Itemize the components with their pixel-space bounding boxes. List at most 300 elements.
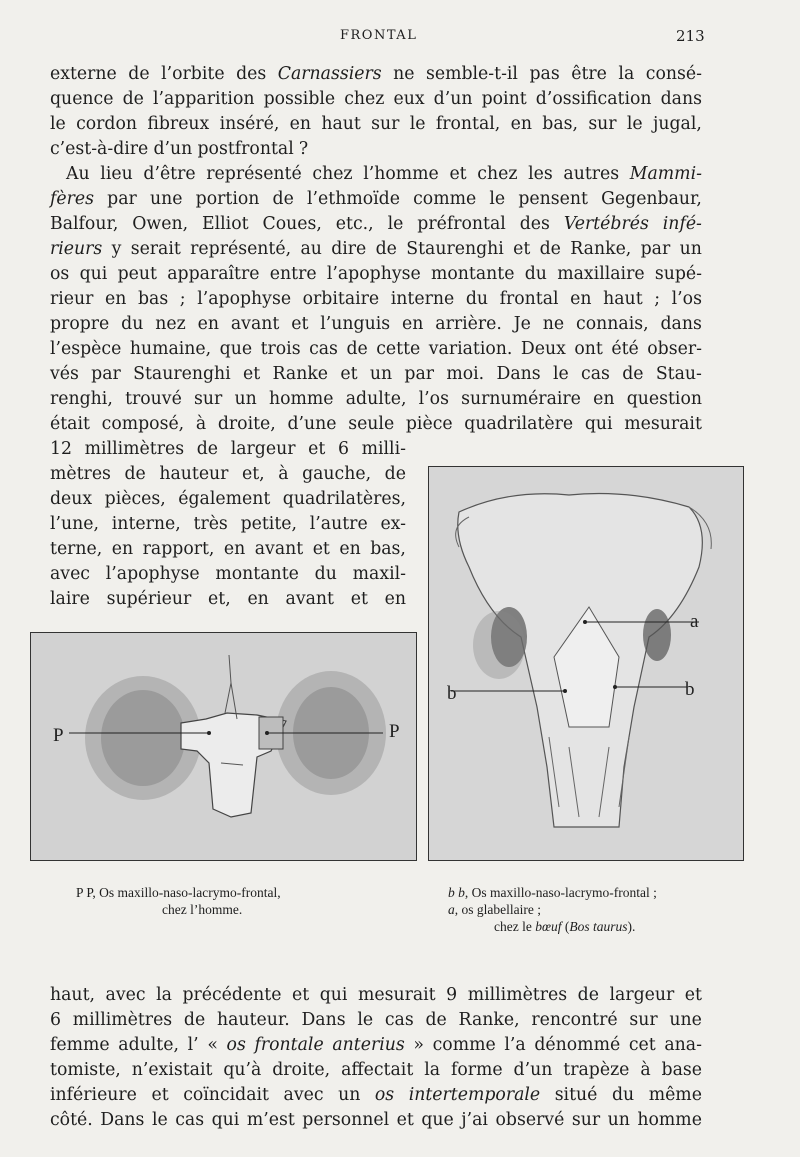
word: chez: [312, 164, 353, 184]
word: un: [679, 239, 702, 259]
word: pas: [529, 64, 560, 84]
word: cas: [175, 1110, 205, 1130]
word: 9: [446, 985, 458, 1005]
word: cordon: [76, 114, 138, 134]
word: chez: [477, 164, 518, 184]
word: Dans: [100, 1110, 145, 1130]
word: homme: [637, 1110, 702, 1130]
word: bas,: [370, 539, 406, 559]
label-a: a: [690, 611, 699, 632]
word: cette: [376, 339, 421, 359]
text-line: [50, 337, 702, 362]
word: comme: [432, 1035, 496, 1055]
word: m’est: [246, 1110, 295, 1130]
running-header: [0, 28, 800, 50]
word: j’ai: [461, 1110, 488, 1130]
caption-ox-text3: chez le: [494, 919, 536, 934]
text-line: [50, 512, 406, 537]
word: terne,: [50, 539, 103, 559]
word: fibreux: [147, 114, 210, 134]
text-line: [50, 212, 702, 237]
word: avant: [254, 539, 304, 559]
text-line: [50, 487, 406, 512]
word: coïncidait: [183, 1085, 269, 1105]
word: la: [156, 985, 172, 1005]
word: dans: [660, 314, 702, 334]
word: interne,: [111, 514, 181, 534]
word: l’a: [504, 1035, 526, 1055]
word: affectait: [341, 1060, 414, 1080]
word: infé-: [662, 214, 702, 234]
word: en: [289, 114, 312, 134]
word: par: [404, 364, 435, 384]
word: du: [121, 314, 144, 334]
word: possible: [263, 89, 336, 109]
word: cas: [309, 339, 338, 359]
word: de: [272, 189, 294, 209]
word: propre: [50, 314, 110, 334]
text-line: [50, 87, 702, 112]
text-line: [50, 412, 702, 437]
word: d’un: [153, 139, 193, 159]
word: représenté,: [190, 239, 292, 259]
caption-ox-ref-b: b b: [448, 885, 465, 900]
word: en: [593, 389, 615, 409]
word: bas,: [542, 114, 578, 134]
word: peut: [117, 264, 157, 284]
word: droite,: [217, 414, 276, 434]
word: des: [236, 64, 267, 84]
word: vés: [50, 364, 79, 384]
caption-human: [76, 884, 281, 918]
word: moi.: [446, 364, 485, 384]
word: apparaître: [167, 264, 260, 284]
word: que: [219, 339, 253, 359]
word: Gegenbaur,: [601, 189, 702, 209]
word: les: [528, 164, 553, 184]
word: une: [149, 189, 183, 209]
word: avant: [230, 314, 280, 334]
word: montante: [430, 264, 515, 284]
word: 6: [337, 439, 349, 459]
word: Ranke: [272, 364, 329, 384]
word: haut,: [50, 985, 96, 1005]
word: obser-: [647, 339, 702, 359]
word: côté.: [50, 1110, 93, 1130]
word: à: [640, 1060, 651, 1080]
word: millimètres: [84, 439, 185, 459]
text-line: [50, 437, 406, 462]
word: pensent: [518, 189, 588, 209]
word: l’: [187, 1035, 199, 1055]
word: et: [340, 364, 358, 384]
word: renghi,: [50, 389, 113, 409]
word: l’apophyse: [326, 264, 421, 284]
word: l’orbite: [161, 64, 225, 84]
word: l’autre: [309, 514, 368, 534]
word: de: [384, 464, 406, 484]
word: entre: [269, 264, 317, 284]
word: hauteur.: [216, 1010, 290, 1030]
word: des: [519, 214, 550, 234]
word: «: [207, 1035, 218, 1055]
word: tomiste,: [50, 1060, 121, 1080]
caption-ox-text2: , os glabellaire ;: [454, 902, 541, 917]
word: ex-: [380, 514, 406, 534]
word: hauteur: [159, 464, 229, 484]
word: le: [626, 114, 643, 134]
word: cas: [384, 1010, 414, 1030]
word: représenté: [206, 164, 302, 184]
word: Stau-: [655, 364, 702, 384]
word: de: [425, 1010, 447, 1030]
word: avant: [285, 589, 334, 609]
word: Je: [513, 314, 531, 334]
word: de: [346, 339, 368, 359]
word: précédente: [182, 985, 282, 1005]
word: la: [618, 64, 635, 84]
caption-ox-line2: [448, 901, 657, 918]
text-line: [50, 1008, 702, 1033]
word: l’apophyse: [105, 564, 200, 584]
paragraph-continuation: [50, 983, 702, 1133]
word: petite,: [240, 514, 298, 534]
text-line: [50, 362, 702, 387]
word: le: [489, 189, 506, 209]
word: quence: [50, 89, 114, 109]
word: Dans: [496, 364, 541, 384]
word: bas: [137, 289, 169, 309]
word: Elliot: [202, 214, 249, 234]
word: un: [338, 1085, 361, 1105]
word: montante: [215, 564, 299, 584]
text-line: [50, 1058, 702, 1083]
word: humaine,: [129, 339, 212, 359]
word: et: [350, 589, 368, 609]
word: par: [91, 364, 121, 384]
word: que: [421, 1110, 454, 1130]
word: du: [611, 1085, 635, 1105]
word: et: [292, 985, 310, 1005]
word: Mammi-: [629, 164, 702, 184]
word: ont: [574, 339, 603, 359]
word: frontal: [499, 289, 559, 309]
word: externe: [50, 64, 117, 84]
word: et: [312, 539, 330, 559]
word: largeur: [230, 439, 296, 459]
text-line: [50, 1108, 702, 1133]
word: et: [151, 1085, 169, 1105]
caption-ox-paren-close: ).: [627, 919, 636, 934]
word: de: [183, 1010, 206, 1030]
running-title: FRONTAL: [340, 28, 418, 43]
word: quadrilatère: [464, 414, 574, 434]
text-line: [50, 287, 702, 312]
word: supé-: [654, 264, 702, 284]
word: en: [510, 114, 532, 134]
word: sur: [194, 389, 223, 409]
word: base: [661, 1060, 702, 1080]
caption-ox-beef: bœuf: [535, 919, 562, 934]
word: de: [128, 64, 150, 84]
word: maxil-: [352, 564, 406, 584]
word: et,: [208, 589, 231, 609]
text-line: [50, 62, 702, 87]
word: le: [387, 214, 404, 234]
word: avec: [283, 1085, 324, 1105]
word: 12: [50, 439, 72, 459]
caption-ox-text1: , Os maxillo-naso-lacrymo-frontal ;: [464, 885, 657, 900]
word: mesurait: [624, 414, 702, 434]
label-b-right: b: [685, 679, 695, 700]
word: ne: [542, 314, 565, 334]
word: personnel: [302, 1110, 390, 1130]
word: dénommé: [534, 1035, 621, 1055]
word: été: [611, 339, 639, 359]
word: droite,: [272, 1060, 331, 1080]
word: millimètres: [467, 985, 568, 1005]
word: à: [195, 414, 207, 434]
word: le: [552, 364, 569, 384]
word: un: [369, 364, 393, 384]
word: homme: [268, 389, 334, 409]
word: point: [481, 89, 527, 109]
word: de: [375, 239, 397, 259]
word: du: [524, 264, 547, 284]
word: deux: [50, 489, 93, 509]
text-line: [50, 387, 702, 412]
word: du: [465, 289, 489, 309]
word: de: [622, 364, 644, 384]
word: intertemporale: [408, 1085, 541, 1105]
word: consé-: [645, 64, 702, 84]
word: laire: [50, 589, 90, 609]
word: sur: [371, 114, 400, 134]
word: du: [314, 564, 337, 584]
word: qui: [211, 1110, 240, 1130]
label-b-left: b: [447, 683, 457, 704]
word: nez: [155, 314, 186, 334]
human-frontal-drawing: [31, 633, 416, 860]
word: c’est-à-dire: [50, 139, 149, 159]
word: seule: [348, 414, 395, 434]
text-line: [50, 187, 702, 212]
word: Staurenghi: [133, 364, 231, 384]
word: par: [107, 189, 137, 209]
word: en: [402, 314, 424, 334]
word: adulte,: [118, 1035, 179, 1055]
word: de: [539, 239, 561, 259]
word: qui: [584, 414, 613, 434]
word: Au: [66, 164, 90, 184]
word: Balfour,: [50, 214, 119, 234]
word: Deux: [520, 339, 566, 359]
text-line: [50, 983, 702, 1008]
word: chez: [344, 89, 385, 109]
text-line: [50, 537, 406, 562]
word: situé: [554, 1085, 598, 1105]
word: ana-: [664, 1035, 702, 1055]
word: d’être: [143, 164, 196, 184]
label-p-right: P: [389, 721, 400, 742]
caption-ox-paren-open: (: [561, 919, 570, 934]
word: le: [357, 1010, 374, 1030]
word: os: [226, 1035, 246, 1055]
word: de: [196, 439, 219, 459]
caption-ox: [448, 884, 657, 935]
word: l’apparition: [152, 89, 255, 109]
word: à: [278, 464, 289, 484]
word: mètres: [50, 464, 111, 484]
word: frontal,: [435, 114, 501, 134]
word: en: [223, 539, 246, 559]
word: par: [640, 239, 671, 259]
word: arrière.: [435, 314, 502, 334]
word: maxillaire: [557, 264, 645, 284]
word: sur: [588, 114, 617, 134]
word: y: [111, 239, 122, 259]
caption-ox-line3: [448, 918, 657, 935]
word: jugal,: [652, 114, 702, 134]
word: cet: [628, 1035, 656, 1055]
word: un: [607, 1110, 630, 1130]
word: rapport,: [142, 539, 215, 559]
word: lieu: [100, 164, 133, 184]
word: rieur: [50, 289, 94, 309]
word: au: [300, 239, 322, 259]
word: os: [50, 264, 70, 284]
text-line: [50, 262, 702, 287]
paragraph-main: [50, 62, 702, 437]
caption-ox-line1: [448, 884, 657, 901]
word: semble-t-il: [425, 64, 518, 84]
word: également: [178, 489, 271, 509]
word: ;: [654, 289, 661, 309]
word: n’existait: [131, 1060, 213, 1080]
word: ne: [393, 64, 415, 84]
word: un: [234, 389, 257, 409]
word: en: [339, 539, 361, 559]
word: la: [424, 1060, 441, 1080]
word: frontale: [254, 1035, 324, 1055]
word: de: [577, 985, 599, 1005]
word: largeur: [609, 985, 675, 1005]
word: composé,: [101, 414, 185, 434]
word: avec: [105, 985, 146, 1005]
figure-human-skull: [30, 632, 417, 861]
word: eux: [393, 89, 425, 109]
word: très: [193, 514, 228, 534]
word: femme: [50, 1035, 110, 1055]
word: haut: [603, 289, 643, 309]
word: Staurenghi: [406, 239, 504, 259]
word: trapèze: [563, 1060, 630, 1080]
word: en: [111, 539, 134, 559]
word: orbitaire: [302, 289, 380, 309]
word: milli-: [361, 439, 406, 459]
word: question: [626, 389, 702, 409]
word: était: [50, 414, 90, 434]
word: »: [413, 1035, 424, 1055]
word: surnuméraire: [461, 389, 581, 409]
text-line: [50, 237, 702, 262]
word: rieurs: [50, 239, 103, 259]
word: en: [105, 289, 127, 309]
caption-human-line2: chez l’homme.: [162, 902, 243, 917]
word: qu’à: [223, 1060, 262, 1080]
word: sur: [629, 1010, 658, 1030]
text-line: [50, 162, 702, 187]
word: d’un: [433, 89, 473, 109]
word: fères: [50, 189, 94, 209]
word: d’un: [513, 1060, 553, 1080]
word: serait: [130, 239, 181, 259]
word: en: [384, 589, 406, 609]
word: anterius: [332, 1035, 405, 1055]
paragraph-wrap: [50, 437, 406, 612]
word: ?: [298, 139, 309, 159]
word: comme: [413, 189, 477, 209]
word: mesurait: [357, 985, 436, 1005]
word: en: [570, 289, 592, 309]
word: l’espèce: [50, 339, 122, 359]
word: et: [396, 1110, 414, 1130]
word: l’une,: [50, 514, 100, 534]
word: millimètres: [72, 1010, 173, 1030]
word: une: [669, 1010, 702, 1030]
word: supérieur: [106, 589, 192, 609]
word: Coues,: [262, 214, 322, 234]
word: os: [374, 1085, 395, 1105]
text-line: [50, 312, 702, 337]
word: adulte,: [345, 389, 407, 409]
word: l’apophyse: [197, 289, 292, 309]
word: gauche,: [302, 464, 372, 484]
text-line: [50, 1033, 702, 1058]
word: le: [151, 1110, 168, 1130]
word: préfrontal: [417, 214, 506, 234]
word: Owen,: [132, 214, 189, 234]
word: trois: [260, 339, 301, 359]
word: en: [197, 314, 219, 334]
word: forme: [450, 1060, 503, 1080]
text-line: [50, 562, 406, 587]
word: connais,: [576, 314, 649, 334]
word: Carnassiers: [277, 64, 382, 84]
word: Dans: [301, 1010, 346, 1030]
label-p-left: P: [53, 725, 64, 746]
word: quadrilatères,: [282, 489, 406, 509]
word: cas: [581, 364, 610, 384]
word: l’os: [671, 289, 702, 309]
text-line: [50, 1083, 702, 1108]
text-line: [50, 462, 406, 487]
word: postfrontal: [197, 139, 294, 159]
word: dans: [660, 89, 702, 109]
word: variation.: [428, 339, 513, 359]
word: pièce: [405, 414, 453, 434]
word: et: [513, 239, 531, 259]
text-line: [50, 587, 406, 612]
word: même: [648, 1085, 702, 1105]
word: Ranke,: [458, 1010, 520, 1030]
word: et: [291, 314, 309, 334]
word: qui: [319, 985, 348, 1005]
word: rencontré: [531, 1010, 618, 1030]
word: dire: [331, 239, 367, 259]
word: et: [449, 164, 467, 184]
word: portion: [195, 189, 260, 209]
